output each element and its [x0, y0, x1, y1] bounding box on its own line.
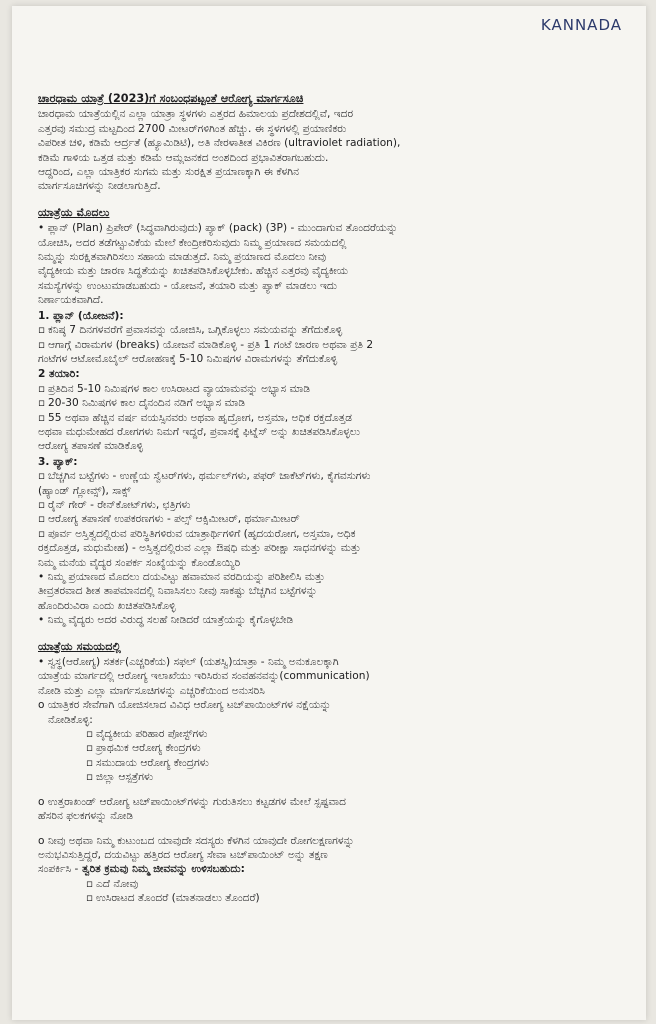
uk-note: ಹೆಸರಿನ ಫಲಕಗಳನ್ನು ನೋಡಿ	[38, 810, 134, 823]
bullet-square-icon: ▫	[38, 411, 46, 424]
intro-line: ಎತ್ತರವು ಸಮುದ್ರ ಮಟ್ಟದಿಂದ 2700 ಮೀಟರ್‌ಗಳಿಗಿಂತ ಹೆಚ್ಚು. ಈ ಸ್ಥಳಗಳಲ್ಲಿ ಪ್ರಯಾಣಿಕರು	[38, 122, 347, 135]
document-page	[12, 6, 646, 1020]
bullet-square-icon: ▫	[86, 771, 94, 784]
plan-heading: 1. ಪ್ಲಾನ್ (ಯೋಜನೆ):	[38, 309, 124, 322]
list-item: ▫ 20-30 ನಿಮಿಷಗಳ ಕಾಲ ದೈನಂದಿನ ನಡಿಗೆ ಅಭ್ಯಾಸ ಮಾಡಿ	[38, 397, 245, 410]
bullet-square-icon: ▫	[86, 742, 94, 755]
list-item: ▫ ಎದೆ ನೋವು	[86, 877, 139, 890]
para-line: • ಸ್ವಸ್ಥ(ಆರೋಗ್ಯ) ಸತರ್ಕ(ಎಚ್ಚರಿಕೆಯ) ಸಫಲ್ (ಯಶಸ್ವಿ)ಯಾತ್ರಾ - ನಿಮ್ಮ ಅನುಕೂಲಕ್ಕಾಗಿ	[38, 656, 339, 669]
para-line: ಸಮಸ್ಯೆಗಳನ್ನು ಉಂಟುಮಾಡಬಹುದು - ಯೋಜನೆ, ತಯಾರಿ ಮತ್ತು ಪ್ಯಾಕ್ ಮಾಡಲು ಇದು	[38, 279, 338, 292]
symptom-intro: ಅನುಭವಿಸುತ್ತಿದ್ದರೆ, ದಯವಿಟ್ಟು ಹತ್ತಿರದ ಆರೋಗ್ಯ ಸೇವಾ ಟಚ್‌ಪಾಯಿಂಟ್ ಅನ್ನು ತಕ್ಷಣ	[38, 848, 328, 861]
list-item-continued: (ಹ್ಯಾಂಡ್ ಗ್ಲೋವ್ಸ್), ಸಾಕ್ಸ್	[38, 484, 131, 497]
bullet-square-icon: ▫	[38, 527, 46, 540]
touchpoint-intro: o ಯಾತ್ರಿಕರ ಸೇವೆಗಾಗಿ ಯೋಜಿಸಲಾದ ವಿವಿಧ ಆರೋಗ್ಯ ಟಚ್‌ಪಾಯಿಂಟ್‌ಗಳ ನಕ್ಷೆಯನ್ನು	[38, 699, 331, 712]
list-item: ▫ ಪ್ರಾಥಮಿಕ ಆರೋಗ್ಯ ಕೇಂದ್ರಗಳು	[86, 742, 201, 755]
intro-line: ಮಾರ್ಗಸೂಚಿಗಳನ್ನು ನೀಡಲಾಗುತ್ತಿದೆ.	[38, 180, 161, 193]
list-item: ▫ ಕನಿಷ್ಠ 7 ದಿನಗಳವರೆಗೆ ಪ್ರವಾಸವನ್ನು ಯೋಜಿಸಿ, ಒಗ್ಗಿಕೊಳ್ಳಲು ಸಮಯವನ್ನು ತೆಗೆದುಕೊಳ್ಳಿ	[38, 324, 343, 337]
list-item-continued: ಗಂಟೆಗಳ ಆಟೋಮೊಬೈಲ್ ಆರೋಹಣಕ್ಕೆ 5-10 ನಿಮಿಷಗಳ ವಿರಾಮಗಳನ್ನು ತೆಗೆದುಕೊಳ್ಳಿ	[38, 352, 338, 365]
section1-paragraph	[38, 221, 628, 307]
para-line: ನಿರ್ಣಾಯಕವಾಗಿದೆ.	[38, 294, 104, 307]
extra-line: ತೀವ್ರತರವಾದ ಶೀತ ತಾಪಮಾನದಲ್ಲಿ ನಿವಾಸಿಸಲು ನೀವು ಸಾಕಷ್ಟು ಬೆಚ್ಚಗಿನ ಬಟ್ಟೆಗಳನ್ನು	[38, 585, 318, 598]
para-line: ನಿಮ್ಮನ್ನು ಸುರಕ್ಷಿತವಾಗಿರಿಸಲು ಸಹಾಯ ಮಾಡುತ್ತದೆ. ನಿಮ್ಮ ಪ್ರಯಾಣದ ಮೊದಲು ನೀವು	[38, 251, 327, 264]
list-item-continued: ರಕ್ತದೊತ್ತಡ, ಮಧುಮೇಹ) - ಅಸ್ತಿತ್ವದಲ್ಲಿರುವ ಎಲ್ಲಾ ಔಷಧಿ ಮತ್ತು ಪರೀಕ್ಷಾ ಸಾಧನಗಳನ್ನು ಮತ್ತು	[38, 542, 361, 555]
pack-heading: 3. ಪ್ಯಾಕ್:	[38, 455, 78, 468]
document-body	[38, 92, 628, 906]
para-line: ನೋಡಿ ಮತ್ತು ಎಲ್ಲಾ ಮಾರ್ಗಸೂಚಿಗಳನ್ನು ಎಚ್ಚರಿಕೆಯಿಂದ ಅನುಸರಿಸಿ	[38, 684, 265, 697]
bullet-square-icon: ▫	[38, 382, 46, 395]
para-line: • ಪ್ಲಾನ್ (Plan) ಪ್ರಿಪೇರ್ (ಸಿದ್ಧವಾಗಿರುವುದು) ಪ್ಯಾಕ್ (pack) (3P) - ಮುಂದಾಗುವ ತೊಂದರೆಯನ್ನು	[38, 222, 398, 235]
urgent-note: ತ್ವರಿತ ಕ್ರಮವು ನಿಮ್ಮ ಜೀವವನ್ನು ಉಳಿಸಬಹುದು:	[78, 863, 245, 876]
touchpoint-intro: ನೋಡಿಕೊಳ್ಳಿ:	[48, 713, 93, 726]
list-item: ▫ ಪ್ರತಿದಿನ 5-10 ನಿಮಿಷಗಳ ಕಾಲ ಉಸಿರಾಟದ ವ್ಯಾಯಾಮವನ್ನು ಅಭ್ಯಾಸ ಮಾಡಿ	[38, 382, 311, 395]
bullet-square-icon: ▫	[38, 324, 46, 337]
intro-paragraph	[38, 107, 628, 193]
symptom-intro: o ನೀವು ಅಥವಾ ನಿಮ್ಮ ಕುಟುಂಬದ ಯಾವುದೇ ಸದಸ್ಯರು ಕೆಳಗಿನ ಯಾವುದೇ ರೋಗಲಕ್ಷಣಗಳನ್ನು	[38, 834, 355, 847]
bullet-square-icon: ▫	[38, 397, 46, 410]
extra-line: • ನಿಮ್ಮ ಪ್ರಯಾಣದ ಮೊದಲು ದಯವಿಟ್ಟು ಹವಾಮಾನ ವರದಿಯನ್ನು ಪರಿಶೀಲಿಸಿ ಮತ್ತು	[38, 571, 325, 583]
list-item-continued: ಅಥವಾ ಮಧುಮೇಹದ ರೋಗಗಳು ನಿಮಗೆ ಇದ್ದರೆ, ಪ್ರವಾಸಕ್ಕೆ ಫಿಟ್ನೆಸ್ ಅನ್ನು ಖಚಿತಪಡಿಸಿಕೊಳ್ಳಲು	[38, 425, 361, 438]
list-item-continued: ನಿಮ್ಮ ಮನೆಯ ವೈದ್ಯರ ಸಂಪರ್ಕ ಸಂಖ್ಯೆಯನ್ನು ಕೊಂಡೊಯ್ಯಿರಿ	[38, 556, 241, 569]
extra-line: • ನಿಮ್ಮ ವೈದ್ಯರು ಅದರ ವಿರುದ್ಧ ಸಲಹೆ ನೀಡಿದರೆ ಯಾತ್ರೆಯನ್ನು ಕೈಗೊಳ್ಳಬೇಡಿ	[38, 614, 294, 627]
prep-heading: 2 ತಯಾರಿ:	[38, 368, 80, 381]
list-item: ▫ ಜಿಲ್ಲಾ ಆಸ್ಪತ್ರೆಗಳು	[86, 771, 154, 784]
list-item: ▫ ಆರೋಗ್ಯ ತಪಾಸಣೆ ಉಪಕರಣಗಳು - ಪಲ್ಸ್ ಆಕ್ಸಿಮೀಟರ್, ಥರ್ಮಾಮೀಟರ್	[38, 513, 300, 526]
bullet-square-icon: ▫	[38, 338, 46, 351]
list-item: ▫ ಸಮುದಾಯ ಆರೋಗ್ಯ ಕೇಂದ್ರಗಳು	[86, 756, 209, 769]
bullet-square-icon: ▫	[86, 877, 94, 890]
extra-line: ಹೊಂದಿರುವಿರಾ ಎಂದು ಖಚಿತಪಡಿಸಿಕೊಳ್ಳಿ	[38, 599, 176, 612]
para-line: ವೈದ್ಯಕೀಯ ಮತ್ತು ಚಾರಣ ಸಿದ್ಧತೆಯನ್ನು ಖಚಿತಪಡಿಸಿಕೊಳ್ಳಬೇಕು. ಹೆಚ್ಚಿನ ಎತ್ತರವು ವೈದ್ಯಕೀಯ	[38, 265, 349, 278]
para-line: ಯಾತ್ರೆಯ ಮಾರ್ಗದಲ್ಲಿ ಆರೋಗ್ಯ ಇಲಾಖೆಯು ಇರಿಸಿರುವ ಸಂವಹನವನ್ನು(communication)	[38, 670, 370, 683]
bullet-square-icon: ▫	[38, 513, 46, 526]
document-title: ಚಾರಧಾಮ ಯಾತ್ರೆ (2023)ಗೆ ಸಂಬಂಧಪಟ್ಟಂತೆ ಆರೋಗ್ಯ ಮಾರ್ಗಸೂಚಿ	[38, 92, 304, 105]
bullet-square-icon: ▫	[86, 756, 94, 769]
list-item: ▫ ಪೂರ್ವ ಅಸ್ತಿತ್ವದಲ್ಲಿರುವ ಪರಿಸ್ಥಿತಿಗಳಿರುವ ಯಾತ್ರಾರ್ಥಿಗಳಿಗೆ (ಹೃದಯರೋಗ, ಅಸ್ತಮಾ, ಅಧಿಕ	[38, 527, 356, 540]
section-heading-before-yatra: ಯಾತ್ರೆಯ ಮೊದಲು	[38, 205, 110, 219]
uk-note: o ಉತ್ತರಾಖಂಡ್ ಆರೋಗ್ಯ ಟಚ್‌ಪಾಯಿಂಟ್‌ಗಳನ್ನು ಗುರುತಿಸಲು ಕಟ್ಟಡಗಳ ಮೇಲೆ ಸ್ಪಷ್ಟವಾದ	[38, 795, 346, 808]
list-item: ▫ ಬೆಚ್ಚಗಿನ ಬಟ್ಟೆಗಳು - ಉಣ್ಣೆಯ ಸ್ವೆಟರ್‌ಗಳು, ಥರ್ಮಲ್‌ಗಳು, ಪಫರ್ ಜಾಕೆಟ್‌ಗಳು, ಕೈಗವಸುಗಳು	[38, 470, 371, 483]
symptom-intro: ಸಂಪರ್ಕಿಸಿ - ತ್ವರಿತ ಕ್ರಮವು ನಿಮ್ಮ ಜೀವವನ್ನು ಉಳಿಸಬಹುದು:	[38, 863, 245, 876]
intro-line: ವಿಪರೀತ ಚಳಿ, ಕಡಿಮೆ ಆರ್ದ್ರತೆ (ಹ್ಯೂಮಿಡಿಟಿ), ಅತಿ ನೇರಳಾತೀತ ವಿಕಿರಣ (ultraviolet radiation),	[38, 137, 401, 150]
intro-line: ಚಾರಧಾಮ ಯಾತ್ರೆಯಲ್ಲಿನ ಎಲ್ಲಾ ಯಾತ್ರಾ ಸ್ಥಳಗಳು ಎತ್ತರದ ಹಿಮಾಲಯ ಪ್ರದೇಶದಲ್ಲಿವೆ, ಇದರ	[38, 108, 354, 121]
list-item: ▫ ವೈದ್ಯಕೀಯ ಪರಿಹಾರ ಪೋಸ್ಟ್‌ಗಳು	[86, 728, 208, 741]
list-item: ▫ 55 ಅಥವಾ ಹೆಚ್ಚಿನ ವರ್ಷ ವಯಸ್ಸಿನವರು ಅಥವಾ ಹೃದ್ರೋಗ, ಅಸ್ತಮಾ, ಅಧಿಕ ರಕ್ತದೊತ್ತಡ	[38, 411, 353, 424]
list-item-continued: ಆರೋಗ್ಯ ತಪಾಸಣೆ ಮಾಡಿಕೊಳ್ಳಿ	[38, 440, 144, 453]
section2-paragraph	[38, 655, 628, 698]
bullet-square-icon: ▫	[38, 498, 46, 511]
list-item: ▫ ರೈನ್ ಗೇರ್ - ರೇನ್‌ಕೋಟ್‌ಗಳು, ಛತ್ರಿಗಳು	[38, 498, 191, 511]
list-item: ▫ ಉಸಿರಾಟದ ತೊಂದರೆ (ಮಾತನಾಡಲು ತೊಂದರೆ)	[86, 892, 260, 905]
bullet-square-icon: ▫	[86, 892, 94, 905]
intro-line: ಆದ್ದರಿಂದ, ಎಲ್ಲಾ ಯಾತ್ರಿಕರ ಸುಗಮ ಮತ್ತು ಸುರಕ್ಷಿತ ಪ್ರಯಾಣಕ್ಕಾಗಿ ಈ ಕೆಳಗಿನ	[38, 166, 299, 179]
list-item: ▫ ಆಗಾಗ್ಗೆ ವಿರಾಮಗಳ (breaks) ಯೋಜನೆ ಮಾಡಿಕೊಳ್ಳಿ - ಪ್ರತಿ 1 ಗಂಟೆ ಚಾರಣ ಅಥವಾ ಪ್ರತಿ 2	[38, 338, 374, 351]
section-heading-during-yatra: ಯಾತ್ರೆಯ ಸಮಯದಲ್ಲಿ	[38, 639, 121, 653]
language-tag: KANNADA	[540, 16, 622, 34]
intro-line: ಕಡಿಮೆ ಗಾಳಿಯ ಒತ್ತಡ ಮತ್ತು ಕಡಿಮೆ ಆಮ್ಲಜನಕದ ಅಂಶದಿಂದ ಪ್ರಭಾವಿತರಾಗಬಹುದು.	[38, 151, 329, 164]
bullet-square-icon: ▫	[38, 470, 46, 483]
para-line: ಯೋಚಿಸಿ, ಅದರ ತಡೆಗಟ್ಟುವಿಕೆಯ ಮೇಲೆ ಕೇಂದ್ರೀಕರಿಸುವುದು ನಿಮ್ಮ ಪ್ರಯಾಣದ ಸಮಯದಲ್ಲಿ	[38, 236, 347, 249]
bullet-square-icon: ▫	[86, 728, 94, 741]
